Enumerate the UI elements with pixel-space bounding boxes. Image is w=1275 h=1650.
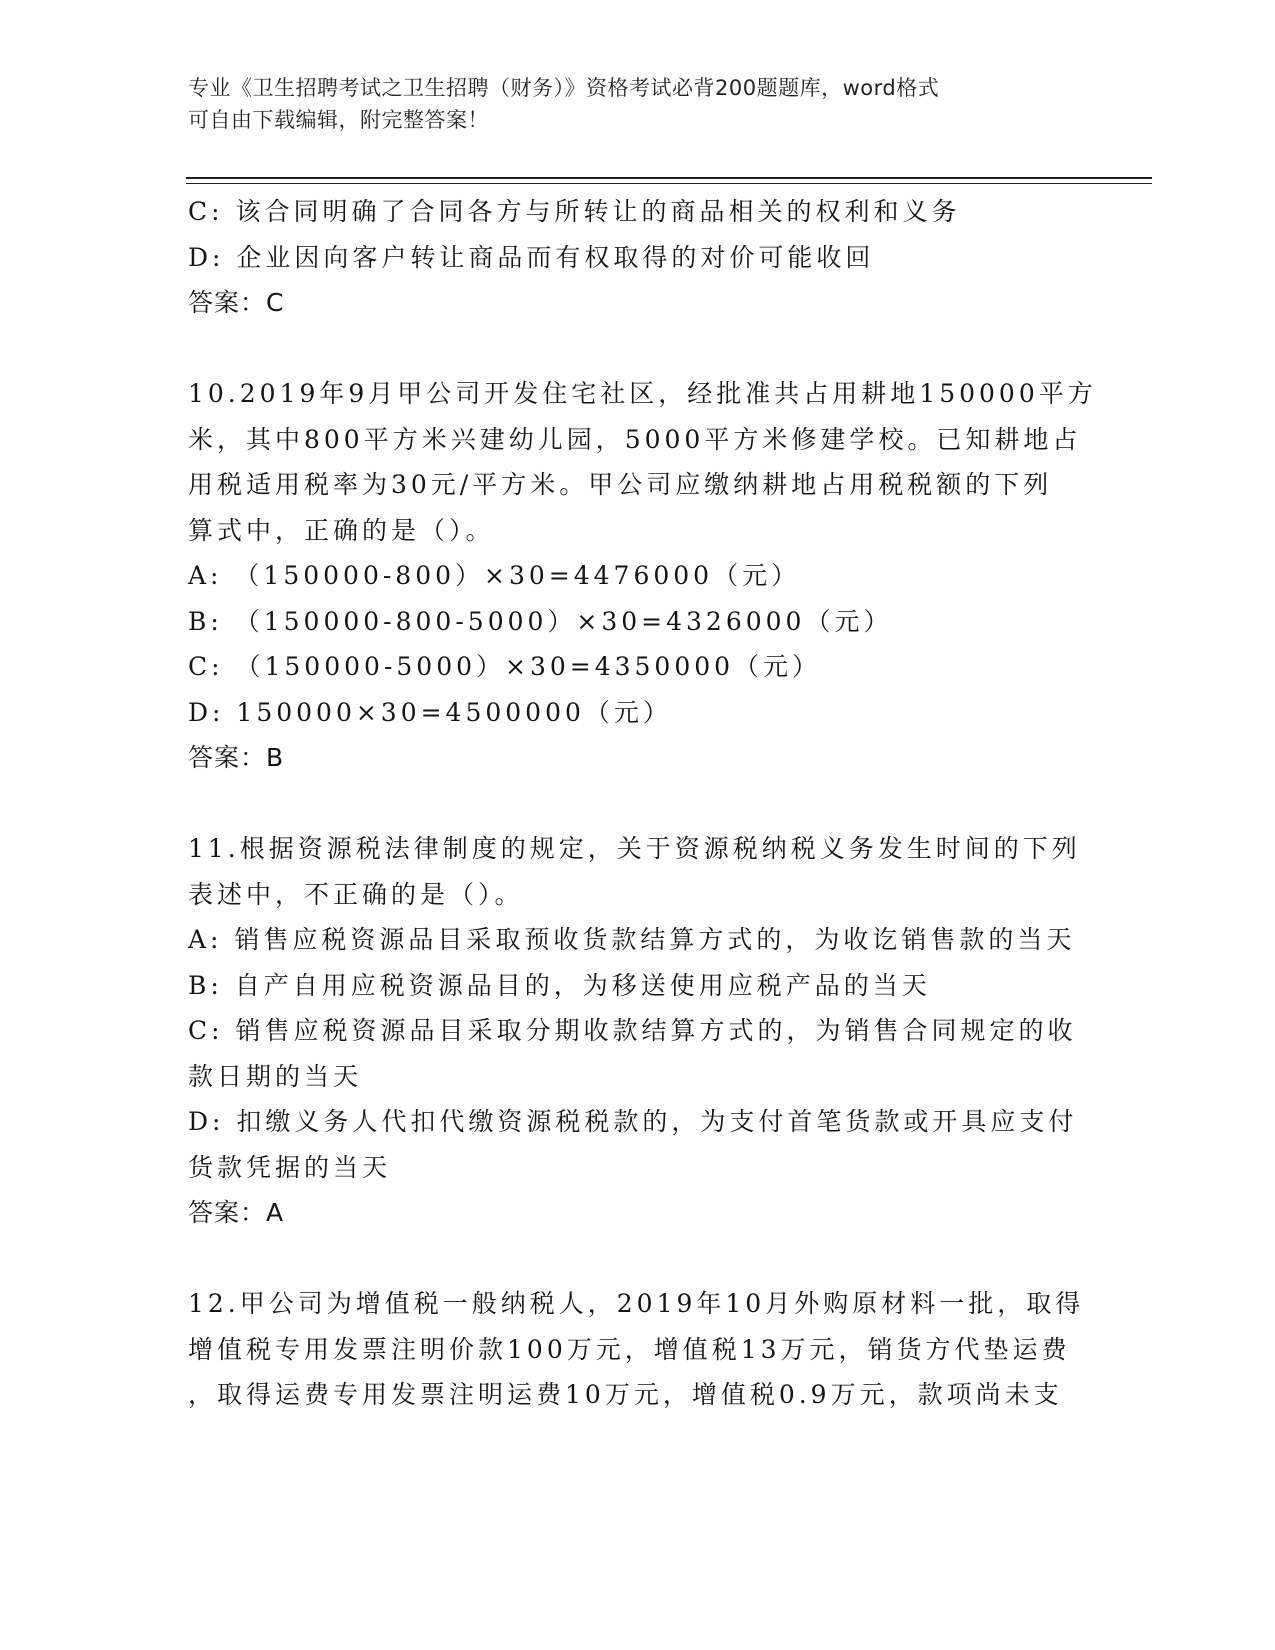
page-header: [188, 72, 1068, 136]
q12-stem-line-1: 12.甲公司为增值税一般纳税人，2019年10月外购原材料一批，取得: [188, 1289, 1085, 1318]
q9-option-d: D: 企业因向客户转让商品而有权取得的对价可能收回: [188, 242, 875, 272]
q11-option-c-line-1: C: 销售应税资源品目采取分期收款结算方式的，为销售合同规定的收: [188, 1016, 1077, 1045]
q9-option-c: C: 该合同明确了合同各方与所转让的商品相关的权利和义务: [188, 197, 961, 226]
q10-stem-line-3: 用税适用税率为30元/平方米。甲公司应缴纳耕地占用税税额的下列: [188, 470, 1053, 499]
spacer: [188, 326, 1088, 372]
header-line-1: 专业《卫生招聘考试之卫生招聘（财务）》资格考试必背200题题库，word格式: [188, 76, 940, 100]
q12-stem-line-3: ，取得运费专用发票注明运费10万元，增值税0.9万元，款项尚未支: [188, 1380, 1063, 1409]
header-divider-thick: [186, 177, 1152, 179]
header-line-2: 可自由下载编辑，附完整答案！: [188, 108, 489, 132]
question-11: [188, 826, 1088, 1236]
q10-stem-line-4: 算式中，正确的是（）。: [188, 515, 495, 545]
q10-answer: 答案：B: [188, 743, 285, 772]
q12-stem-line-2: 增值税专用发票注明价款100万元，增值税13万元，销货方代垫运费: [188, 1334, 1071, 1364]
q11-option-d-line-1: D: 扣缴义务人代扣代缴资源税税款的，为支付首笔货款或开具应支付: [188, 1107, 1078, 1136]
q11-option-c-line-2: 款日期的当天: [188, 1061, 363, 1091]
question-12: [188, 1281, 1088, 1418]
q11-answer: 答案：A: [188, 1198, 285, 1227]
q11-stem-line-2: 表述中，不正确的是（）。: [188, 879, 524, 909]
q11-stem-line-1: 11.根据资源税法律制度的规定，关于资源税纳税义务发生时间的下列: [188, 834, 1081, 863]
q9-answer: 答案：C: [188, 288, 285, 317]
q10-option-b: B: （150000-800-5000）×30=4326000（元）: [188, 606, 893, 636]
q10-stem-line-2: 米，其中800平方米兴建幼儿园，5000平方米修建学校。已知耕地占: [188, 424, 1082, 454]
question-9-tail: [188, 189, 1088, 326]
header-divider-thin: [186, 183, 1152, 184]
q11-option-b: B: 自产自用应税资源品目的，为移送使用应税产品的当天: [188, 970, 931, 1000]
q10-option-a: A: （150000-800）×30=4476000（元）: [188, 561, 801, 590]
q11-option-a: A: 销售应税资源品目采取预收货款结算方式的，为收讫销售款的当天: [188, 925, 1076, 954]
q10-option-d: D: 150000×30=4500000（元）: [188, 697, 672, 727]
question-10: [188, 371, 1097, 781]
q11-option-d-line-2: 货款凭据的当天: [188, 1152, 392, 1182]
q10-option-c: C: （150000-5000）×30=4350000（元）: [188, 652, 822, 681]
question-content: [188, 189, 1097, 1418]
q10-stem-line-1: 10.2019年9月甲公司开发住宅社区，经批准共占用耕地150000平方: [188, 379, 1097, 408]
spacer: [188, 1236, 1088, 1282]
spacer: [188, 781, 1088, 827]
